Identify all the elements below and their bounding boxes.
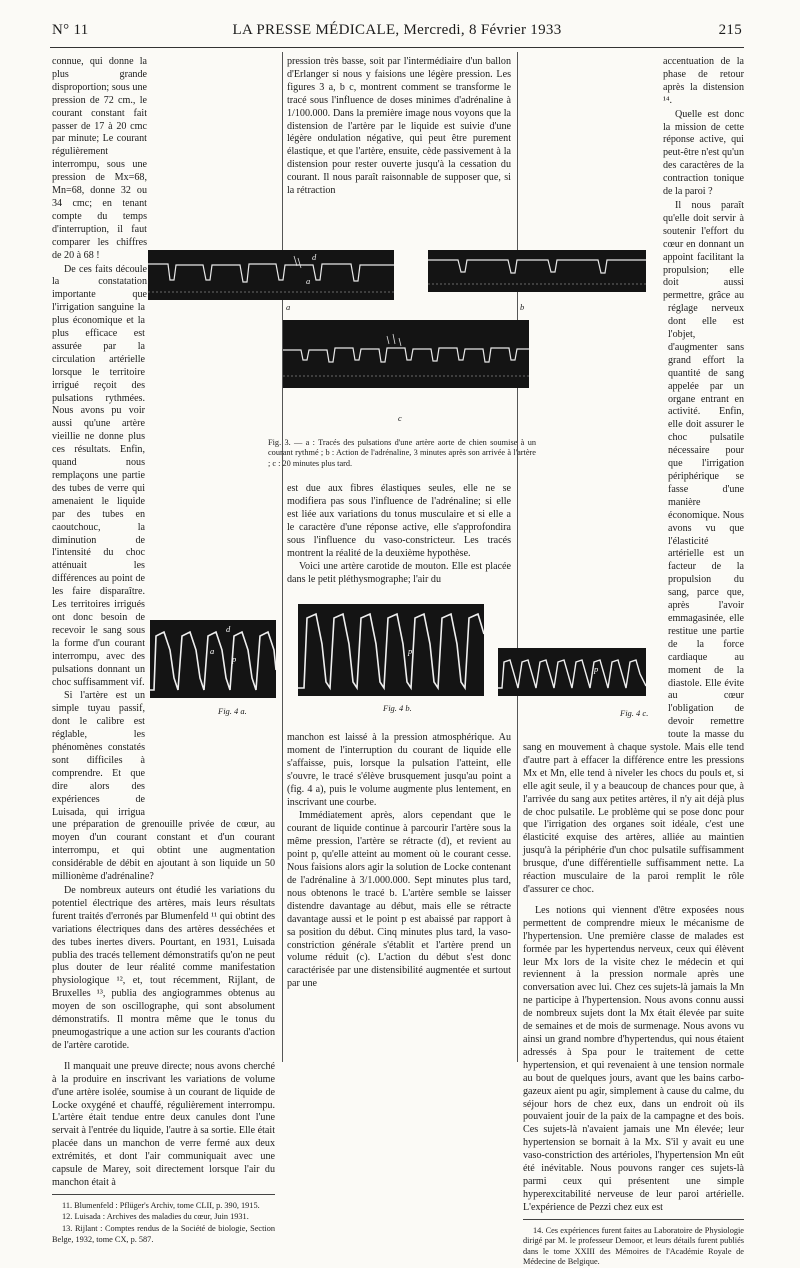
fig3-trace-c [283, 320, 529, 388]
fig4a-label: Fig. 4 a. [218, 706, 247, 716]
column-2-middle [287, 483, 511, 588]
footnote-12: 12. Luisada : Archives des maladies du cœur, Juin 1931. [62, 1212, 249, 1222]
fig3-caption: Fig. 3. — a : Tracés des pulsations d'une artère aorte de chien soumise à un courant rythmé ; b : Action de l'adrénaline, 3 minutes après son arrivée à l'artère ; c : 20 minutes plus tard. [268, 438, 536, 468]
footnote-13: 13. Rijlant : Comptes rendus de la Société de biologie, Section Belge, 1932, tome CX, p. 587. [52, 1224, 275, 1244]
fig3a-mark-a: a [306, 276, 311, 286]
fig4c-mark-p: p [594, 664, 599, 674]
footnote-14: 14. Ces expériences furent faites au Laboratoire de Physiologie dirigé par M. le professeur Demoor, et leurs détails furent publiés dans le tome XXIII des Mémoires de l'Académie Royale de Médecine de Belgique. [523, 1225, 744, 1267]
fig4c-trace [498, 648, 646, 696]
fig4a-mark-p: p [232, 654, 237, 664]
footnote-11: 11. Blumenfeld : Pflüger's Archiv, tome CLII, p. 390, 1915. [62, 1200, 260, 1210]
column-divider-2 [517, 52, 518, 1062]
col3-paragraph-1: accentuation de la phase de retour après la distension ¹⁴. [663, 56, 744, 106]
page-header [52, 22, 742, 44]
col2-paragraph-bottom: manchon est laissé à la pression atmosphérique. Au moment de l'interruption du courant de liquide elle s'affaisse, puis, lorsque la pulsation l'atteint, elle s'ouvre, le tracé s'élève brusquement jusqu'au point a (fig. 4 a), puis le volume augmente plus lentement, en inscrivant une courbe. [287, 732, 511, 808]
fig3-label-a: a [286, 302, 291, 312]
col2-paragraph-mid: est due aux fibres élastiques seules, elle ne se modifiera pas sous l'influence de l'adrénaline; si elle est liée aux variations du tonus musculaire et si elle a le caractère d'une réponse active, elle s'approfondira sous l'influence du vaso-constricteur. Les tracés montrent la réalité de la deuxième hypothèse. [287, 483, 511, 559]
fig3-trace-a [148, 250, 394, 300]
footnote-rule [52, 1194, 275, 1195]
fig3-trace-b [428, 250, 646, 292]
col3-paragraph-4: Les notions qui viennent d'être exposées nous permettent de comprendre mieux le mécanisme de l'hypertension. Une première classe de malades est formée par les hypertendus nerveux, ceux qui élèvent leur Mx lors de la visite chez le médecin et qui reviennent à la pression normale après une conversation avec lui. Chez ces sujets-là jamais la Mn ne participe à l'hypertension. Nous avons connu aussi de nombreux sujets dont la Mx était élevée par suite de semaines et de mois de surmenage. Nous avons vu ainsi un grand nombre d'hypertendus, qui nous étaient adressés à Spa pour le traitement de cette hypertension, et qui revenaient à une tension normale au bout de quelques jours, avant que les bains carbo-gazeux aient pu agir, simplement à cause du calme, du séjour hors de chez eux, dans un endroit où ils pouvaient jouir de la paix de la campagne et des bois. Ces sujets-là n'avaient jamais une Mn élevée; leur hypertension se bornait à la Mx. S'il y avait eu une vaso-constriction des artérioles, l'hypertension Mn eût été inévitable. Nous pouvons ranger ces sujets-là parmi ceux qui présentent une simple hyperexcitabilité nerveuse de leur paroi artérielle. L'expérience de Pezzi chez eux est [523, 904, 744, 1213]
col2-paragraph-mid2: Voici une artère carotide de mouton. Elle est placée dans le petit pléthysmographe; l'air du [287, 561, 511, 586]
header-rule [50, 47, 744, 48]
col2-paragraph-bottom2: Immédiatement après, alors cependant que le courant de liquide continue à parcourir l'artère sous la même pression, l'artère se rétracte (d), et revient au point p, qu'elle atteint au moment où le courant cesse. Nous faisions alors agir la solution de Locke contenant de l'adrénaline à 3/1.000.000. Sept minutes plus tard, nous obtenons le tracé b. L'artère semble se laisser distendre davantage au début, mais elle se rétracte davantage aussi et le point p est abaissé par rapport à sa position du début. Cinq minutes plus tard, la vaso-constriction générale s'établit et l'artère prend un volume réduit (c). L'action du début s'est donc caractérisée par une distensibilité augmentée et surtout par une [287, 810, 511, 990]
footnotes-3 [523, 1226, 744, 1268]
fig4a-trace [150, 620, 276, 698]
column-2-top [287, 56, 511, 199]
fig3-label-b: b [520, 302, 525, 312]
fig4b-label: Fig. 4 b. [383, 703, 412, 713]
page-number: 215 [718, 22, 742, 38]
column-3 [523, 56, 744, 1267]
col1-paragraph-3: Si l'artère est un simple tuyau passif, dont le calibre est réglable, les phénomènes constatés sont difficiles à comprendre. Et que dire alors des expériences de Luisada, qui irrigua une préparation de grenouille privée de cœur, au moyen d'un courant constant et d'un courant interrompu, et qui obtint une augmentation considérable de débit en ajoutant à son liquide un 50 millionème d'adrénaline? [52, 690, 275, 883]
col3-paragraph-3: Il nous paraît qu'elle doit servir à soutenir l'effort du cœur en donnant un appoint facilitant la propulsion; elle doit aussi permettre, grâce au réglage nerveux dont elle est l'objet, d'augmenter sans grand effort la quantité de sang appelée par un organe entrant en activité. Enfin, elle doit assurer le choc pulsatile nécessaire pour que l'irrigation périphérique se fasse d'une manière économique. Nous avons vu que l'élasticité artérielle est un facteur de la propulsion du sang, parce que, après l'avoir emmagasinée, elle restitue une partie de la force cardiaque au moment de la diastole. Elle évite au cœur l'obligation de devoir remettre toute la masse du sang en mouvement à chaque systole. Mais elle tend d'autre part à effacer la différence entre les pressions Mx et Mn, elle tend à niveler les chocs du pouls et, si elle agit seule, il y a beaucoup de chances pour que, à l'arrivée du sang aux petites artères, il n'y ait déjà plus de choc pulsatile. Le problème qui se pose donc pour que l'irrigation des organes soit idéale, c'est une élasticité exquise des artères, alliée au maintien jusqu'à la périphérie d'un choc pulsatile suffisamment brusque, d'une différentielle suffisamment nette. La réaction musculaire de la paroi remplit le rôle d'assurer ce choc. [523, 199, 744, 895]
fig4a-mark-a: a [210, 646, 215, 656]
col3-paragraph-2: Quelle est donc la mission de cette réponse active, qui peut-être n'est qu'un des caractères de la contraction tonique de la paroi ? [663, 108, 744, 198]
col2-paragraph-top: pression très basse, soit par l'intermédiaire d'un ballon d'Erlanger si nous y faisions une légère pression. Les figures 3 a, b c, montrent comment se transforme le tracé sous l'influence de doses minimes d'adrénaline à 1/100.000. Dans la première image nous voyons que la distension de l'artère par le liquide est suivie d'une légère ondulation négative, qui peut être purement élastique, et que l'artère, ensuite, cède passivement à la distension pour rester ouverte jusqu'à la cessation du courant. Il nous paraît raisonnable de supposer que, si la rétraction [287, 56, 511, 197]
column-divider-1 [282, 52, 283, 1062]
issue-number: N° 11 [52, 22, 89, 38]
col1-paragraph-2: De ces faits découle la constatation importante que l'irrigation sanguine la plus économique et la plus efficace est assurée par la circulation artérielle lorsque le territoire irrigué reçoit des pulsations rythmées. Nous avons pu voir aussi qu'une artère vieillie ne donne plus ces résultats. Enfin, quand nous remplaçons une partie des tubes de verre qui amenaient le liquide par des tubes en caoutchouc, la diminution de l'intensité du choc atténuait les différences au point de les faire disparaître. Les territoires irrigués ont donc besoin de recevoir le sang sous la forme d'un courant interrompu, avec des pulsations donnant un choc suffisamment vif. [52, 263, 147, 688]
fig4b-mark-p: p [408, 646, 413, 656]
footnotes-1 [52, 1201, 275, 1245]
column-2-bottom [287, 732, 511, 992]
fig4c-label: Fig. 4 c. [620, 708, 649, 718]
col1-paragraph-4: De nombreux auteurs ont étudié les variations du potentiel électrique des artères, mais leurs résultats furent traités d'erronés par Blumenfeld ¹¹ qui obtint des variations électriques dans des artères desséchées et des tubes inertes divers. Pourtant, en 1931, Luisada publia des tracés tellement démonstratifs qu'on ne peut plus douter de leur réalité comme manifestation physiologique ¹², et, tout récemment, Rijlant, de Bruxelles ¹³, publia des angiogrammes obtenus au moyen de son oscillographe, qui sont absolument démonstratifs. Il montra même que le tonus du pneumogastrique a une action sur les courants d'action de l'artère carotide. [52, 885, 275, 1051]
column-1 [52, 56, 275, 1244]
fig3-label-c: c [398, 413, 402, 423]
col1-paragraph-1: connue, qui donne la plus grande disproportion; sous une pression de 72 cm., le courant constant fait passer de 17 à 20 cmc par minute; Le courant régulièrement interrompu, sous une pression de Mx=68, Mn=68, donne 32 ou 34 cmc; en tenant compte du temps d'interruption, il faut comparer les chiffres de 20 à 68 ! [52, 56, 147, 261]
fig3a-mark-d: d [312, 252, 317, 262]
fig4a-mark-d: d [226, 624, 231, 634]
journal-title: LA PRESSE MÉDICALE, Mercredi, 8 Février 1933 [232, 22, 562, 38]
fig4b-trace [298, 604, 484, 696]
col1-paragraph-5: Il manquait une preuve directe; nous avons cherché à la produire en inscrivant les variations de volume d'une artère isolée, soumise à un courant de liquide de Locke oxygéné et chauffé, régulièrement interrompu. L'artère était tendue entre deux canules dont l'une servait à l'entrée du liquide, l'autre à sa sortie. Elle était placée dans un manchon de verre fermé aux deux extrémités, et dont l'air communiquait avec une capsule de Marey, soit directement lorsque l'air du manchon était à [52, 1060, 275, 1188]
footnote-rule-3 [523, 1219, 744, 1220]
